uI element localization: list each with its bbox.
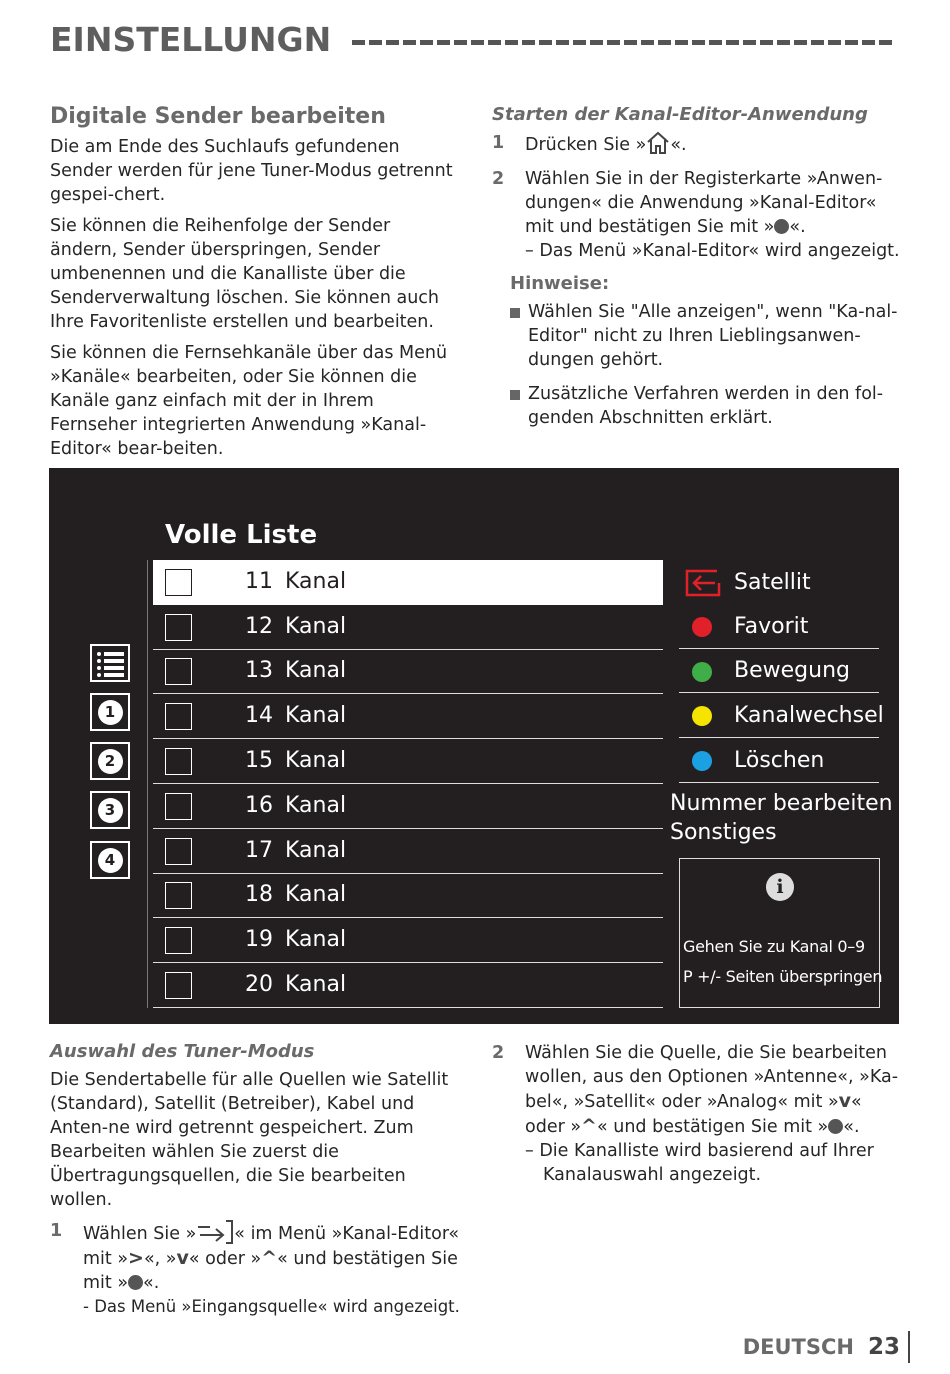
list-2-label: 2	[98, 749, 123, 774]
channel-checkbox[interactable]	[165, 882, 192, 909]
channel-name: Kanal	[285, 748, 347, 773]
section-heading: Digitale Sender bearbeiten	[50, 104, 386, 129]
step-2	[492, 167, 902, 263]
channel-name: Kanal	[285, 703, 347, 728]
info-icon: i	[766, 873, 794, 901]
option-loeschen[interactable]	[679, 739, 879, 783]
step-text: «, »	[143, 1249, 177, 1269]
home-icon	[646, 131, 670, 155]
channel-row[interactable]	[153, 649, 663, 694]
red-button-icon	[692, 617, 712, 637]
step-text: « und bestätigen Sie mit »	[596, 1117, 829, 1137]
channel-name: Kanal	[285, 569, 347, 594]
note-1: Wählen Sie "Alle anzeigen", wenn "Ka-nal-Editor" nicht zu Ihren Lieblingsanwen-dungen gehört.	[492, 300, 902, 372]
channel-row[interactable]	[153, 739, 663, 784]
channel-name: Kanal	[285, 838, 347, 863]
channel-row[interactable]	[153, 784, 663, 829]
channel-name: Kanal	[285, 882, 347, 907]
channel-number: 16	[245, 793, 273, 818]
list-4-label: 4	[98, 848, 123, 873]
up-arrow-icon: ^	[581, 1115, 597, 1137]
paragraph-2: Sie können die Reihenfolge der Sender ändern, Sender überspringen, Sender umbenennen und die Kanalliste über die Senderverwaltung löschen. Sie können auch Ihre Favoritenliste erstellen und bearbeiten.	[50, 216, 439, 332]
option-sonstiges[interactable]: Sonstiges	[670, 820, 777, 845]
step-1	[492, 131, 902, 157]
input-source-icon	[685, 569, 721, 597]
step-text: Wählen Sie in der Registerkarte »Anwen-dungen« die Anwendung »Kanal-Editor« mit und bestätigen Sie mit »	[525, 169, 883, 237]
channel-checkbox[interactable]	[165, 793, 192, 820]
step-result: – Das Menü »Kanal-Editor« wird angezeigt.	[525, 241, 900, 261]
yellow-button-icon	[692, 706, 712, 726]
paragraph: Die Sendertabelle für alle Quellen wie Satellit (Standard), Satellit (Betreiber), Kabel und Anten-ne wird getrennt gespeichert. Zum Bearbeiten wählen Sie zuerst die Übertragungsquellen, die Sie bearbeiten wollen.	[50, 1070, 449, 1210]
step-text-end: «.	[670, 135, 687, 155]
channel-row[interactable]	[153, 873, 663, 918]
step-result: – Die Kanalliste wird basierend auf Ihrer Kanalauswahl angezeigt.	[525, 1141, 874, 1185]
up-arrow-icon: ^	[261, 1247, 278, 1269]
channel-number: 20	[245, 972, 273, 997]
step-text-end: «.	[789, 217, 806, 237]
step-1	[50, 1219, 462, 1319]
step-result: - Das Menü »Eingangsquelle« wird angezeigt.	[83, 1297, 460, 1316]
step-text: « im Menü »Kanal-Editor« mit »	[83, 1224, 460, 1269]
step-number: 1	[492, 133, 505, 153]
section-digital-channels	[50, 104, 462, 468]
right-arrow-icon: >	[128, 1247, 144, 1269]
step-text: Drücken Sie »	[525, 135, 647, 155]
down-arrow-icon: v	[176, 1247, 189, 1269]
channel-number: 13	[245, 658, 273, 683]
step-number: 2	[492, 1043, 505, 1063]
info-line-2: P +/- Seiten überspringen	[683, 967, 883, 986]
option-label: Favorit	[734, 614, 809, 639]
page-title: EINSTELLUNGN	[50, 20, 332, 59]
option-favorit[interactable]	[679, 605, 879, 649]
list-1-label: 1	[98, 700, 123, 725]
section-select-source	[492, 1041, 902, 1197]
list-3-icon[interactable]	[90, 791, 130, 829]
tv-screen-channel-editor	[49, 468, 899, 1024]
down-arrow-icon: v	[838, 1090, 852, 1112]
channel-name: Kanal	[285, 927, 347, 952]
channel-checkbox[interactable]	[165, 972, 192, 999]
channel-checkbox[interactable]	[165, 569, 192, 596]
option-label: Löschen	[734, 748, 825, 773]
step-text-end: «.	[143, 1273, 160, 1293]
step-text: « oder »	[188, 1249, 262, 1269]
ok-button-icon	[774, 219, 789, 234]
channel-row[interactable]	[153, 694, 663, 739]
channel-number: 17	[245, 838, 273, 863]
list-4-icon[interactable]	[90, 841, 130, 879]
channel-row[interactable]	[153, 605, 663, 650]
step-text: « und bestätigen Sie mit »	[83, 1249, 458, 1293]
footer-language: DEUTSCH	[742, 1335, 854, 1359]
step-2	[492, 1041, 902, 1187]
channel-checkbox[interactable]	[165, 838, 192, 865]
channel-row[interactable]	[153, 963, 663, 1008]
channel-number: 19	[245, 927, 273, 952]
note-2: Zusätzliche Verfahren werden in den fol-genden Abschnitten erklärt.	[492, 382, 902, 430]
channel-number: 11	[245, 569, 273, 594]
channel-number: 18	[245, 882, 273, 907]
channel-checkbox[interactable]	[165, 927, 192, 954]
list-menu-icon[interactable]	[90, 644, 130, 682]
option-label: Satellit	[734, 570, 811, 595]
option-kanalwechsel[interactable]	[679, 694, 884, 738]
list-1-icon[interactable]	[90, 693, 130, 731]
section-start-editor	[492, 104, 902, 440]
channel-name: Kanal	[285, 614, 347, 639]
blue-button-icon	[692, 751, 712, 771]
channel-row[interactable]	[153, 918, 663, 963]
page-number: 23	[868, 1331, 910, 1363]
list-3-label: 3	[98, 798, 123, 823]
section-heading: Starten der Kanal-Editor-Anwendung	[492, 104, 868, 125]
option-bewegung[interactable]	[679, 649, 879, 693]
step-text-end: «.	[843, 1117, 860, 1137]
list-2-icon[interactable]	[90, 742, 130, 780]
option-label: Bewegung	[734, 658, 850, 683]
section-tuner-mode	[50, 1041, 462, 1329]
channel-name: Kanal	[285, 972, 347, 997]
page-footer	[743, 1331, 910, 1363]
channel-checkbox[interactable]	[165, 614, 192, 641]
green-button-icon	[692, 662, 712, 682]
channel-checkbox[interactable]	[165, 703, 192, 730]
title-dashed-rule	[352, 40, 892, 45]
channel-number: 15	[245, 748, 273, 773]
channel-checkbox[interactable]	[165, 748, 192, 775]
list-title: Volle Liste	[165, 520, 318, 550]
channel-name: Kanal	[285, 793, 347, 818]
step-number: 1	[50, 1221, 63, 1241]
option-label: Kanalwechsel	[734, 703, 884, 728]
paragraph-1: Die am Ende des Suchlaufs gefundenen Sender werden für jene Tuner-Modus getrennt gespei-chert.	[50, 137, 453, 205]
sidebar-divider	[147, 560, 148, 1008]
step-text: Wählen Sie die Quelle, die Sie bearbeiten wollen, aus den Optionen »Antenne«, »Ka-bel«, »Satellit« oder »Analog« mit »	[525, 1043, 899, 1112]
channel-name: Kanal	[285, 658, 347, 683]
info-line-1: Gehen Sie zu Kanal 0–9	[683, 937, 865, 956]
step-number: 2	[492, 169, 505, 189]
section-heading: Auswahl des Tuner-Modus	[50, 1041, 315, 1062]
channel-number: 14	[245, 703, 273, 728]
input-source-icon	[196, 1219, 234, 1245]
paragraph-3: Sie können die Fernsehkanäle über das Menü »Kanäle« bearbeiten, oder Sie können die Kanäle ganz einfach mit der in Ihrem Fernseher integrierten Anwendung »Kanal-Editor« bear-beiten.	[50, 343, 448, 459]
step-text: « oder »	[525, 1092, 862, 1137]
option-satellit[interactable]	[679, 561, 879, 605]
step-text: Wählen Sie »	[83, 1224, 197, 1244]
channel-row[interactable]	[153, 829, 663, 874]
ok-button-icon	[128, 1275, 143, 1290]
notes-heading: Hinweise:	[510, 273, 610, 294]
channel-number: 12	[245, 614, 273, 639]
option-nummer-bearbeiten[interactable]: Nummer bearbeiten	[670, 791, 893, 816]
channel-row[interactable]	[153, 560, 663, 605]
ok-button-icon	[828, 1119, 843, 1134]
channel-checkbox[interactable]	[165, 658, 192, 685]
info-panel	[679, 858, 883, 1008]
